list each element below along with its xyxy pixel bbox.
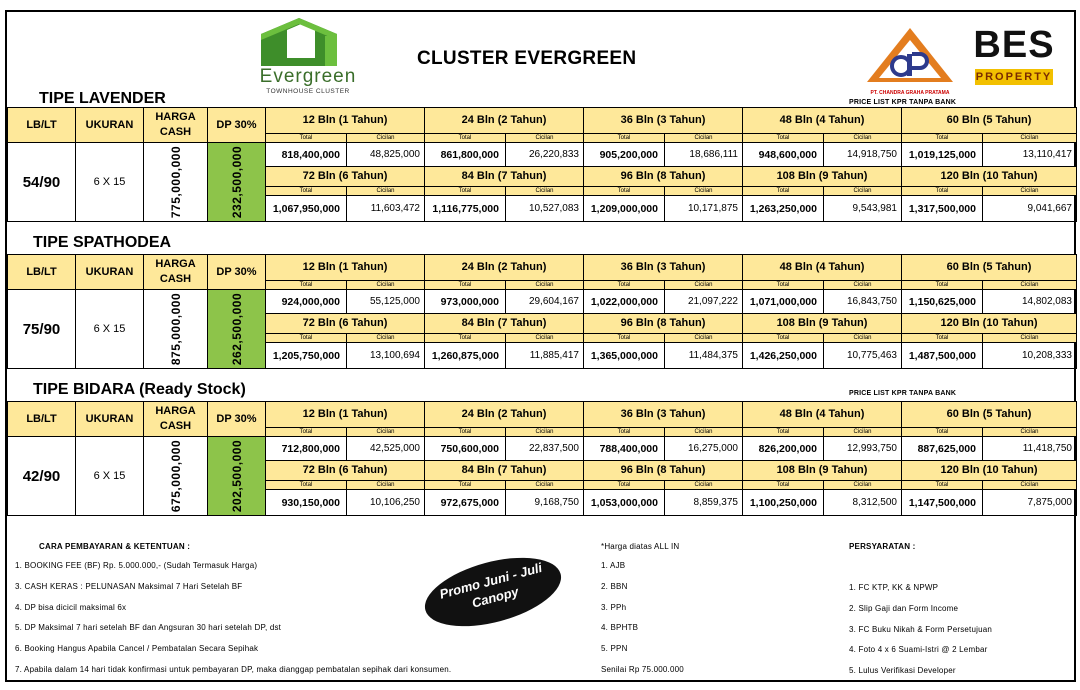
cicilan-subheader: Cicilan [347,428,425,437]
period-header: 108 Bln (9 Tahun) [743,461,902,481]
period-header: 120 Bln (10 Tahun) [902,167,1077,187]
total-value: 972,675,000 [425,490,506,516]
cicilan-value: 29,604,167 [506,290,584,314]
total-subheader: Total [266,134,347,143]
total-value: 861,800,000 [425,143,506,167]
cicilan-subheader: Cicilan [824,134,902,143]
total-value: 1,317,500,000 [902,196,983,222]
cicilan-subheader: Cicilan [983,187,1077,196]
price-table-2 [7,401,1077,516]
harga-cash-value [144,290,208,369]
cicilan-subheader: Cicilan [665,428,743,437]
requirements-title: PERSYARATAN : [849,542,916,551]
cicilan-subheader: Cicilan [983,481,1077,490]
period-header: 72 Bln (6 Tahun) [266,167,425,187]
total-value: 1,487,500,000 [902,343,983,369]
total-subheader: Total [425,428,506,437]
cicilan-value: 16,843,750 [824,290,902,314]
total-subheader: Total [902,187,983,196]
cicilan-subheader: Cicilan [347,187,425,196]
payment-title: CARA PEMBAYARAN & KETENTUAN : [39,542,191,551]
cicilan-subheader: Cicilan [506,187,584,196]
total-value: 1,150,625,000 [902,290,983,314]
total-subheader: Total [266,281,347,290]
payment-item: 6. Booking Hangus Apabila Cancel / Pembatalan Secara Sepihak [15,644,259,654]
dp-text: 232,500,000 [229,145,244,219]
total-subheader: Total [425,281,506,290]
requirement-item: 1. FC KTP, KK & NPWP [849,583,939,592]
cicilan-value: 26,220,833 [506,143,584,167]
dp-header: DP 30% [208,402,266,437]
lblt-value: 42/90 [8,437,76,516]
bes-logo-text: BES [973,24,1055,66]
cicilan-subheader: Cicilan [347,281,425,290]
payment-item: 3. CASH KERAS : PELUNASAN Maksimal 7 Hari Setelah BF [15,581,243,591]
requirement-item: 3. FC Buku Nikah & Form Persetujuan [849,624,993,634]
bes-property-logo [967,24,1061,96]
period-header: 36 Bln (3 Tahun) [584,108,743,134]
total-value: 826,200,000 [743,437,824,461]
total-subheader: Total [743,481,824,490]
period-header: 60 Bln (5 Tahun) [902,402,1077,428]
logo-subtext: TOWNHOUSE CLUSTER [266,88,350,95]
period-header: 48 Bln (4 Tahun) [743,255,902,281]
harga-note-title: *Harga diatas ALL IN [601,542,680,551]
period-header: 48 Bln (4 Tahun) [743,402,902,428]
total-subheader: Total [266,481,347,490]
period-header: 24 Bln (2 Tahun) [425,402,584,428]
harga-cash-header: HARGA CASH [144,108,208,143]
total-subheader: Total [902,334,983,343]
cicilan-subheader: Cicilan [347,334,425,343]
harga-cash-value [144,437,208,516]
total-subheader: Total [584,481,665,490]
total-value: 887,625,000 [902,437,983,461]
total-subheader: Total [743,187,824,196]
cicilan-value: 11,885,417 [506,343,584,369]
period-header: 60 Bln (5 Tahun) [902,108,1077,134]
cicilan-value: 55,125,000 [347,290,425,314]
period-header: 84 Bln (7 Tahun) [425,314,584,334]
total-subheader: Total [743,134,824,143]
bes-logo-subtext: PROPERTY [975,71,1053,83]
period-header: 12 Bln (1 Tahun) [266,255,425,281]
total-subheader: Total [266,428,347,437]
total-value: 924,000,000 [266,290,347,314]
cicilan-subheader: Cicilan [983,334,1077,343]
harga-cash-header: HARGA CASH [144,402,208,437]
cicilan-value: 8,312,500 [824,490,902,516]
total-subheader: Total [902,428,983,437]
price-table-1 [7,254,1077,369]
total-value: 973,000,000 [425,290,506,314]
price-list-note-2: PRICE LIST KPR TANPA BANK [849,390,957,397]
cicilan-value: 10,527,083 [506,196,584,222]
period-header: 120 Bln (10 Tahun) [902,314,1077,334]
cicilan-subheader: Cicilan [824,334,902,343]
cicilan-value: 13,110,417 [983,143,1077,167]
price-list-note: PRICE LIST KPR TANPA BANK [849,99,957,106]
total-subheader: Total [425,134,506,143]
period-header: 96 Bln (8 Tahun) [584,461,743,481]
cicilan-subheader: Cicilan [665,187,743,196]
lblt-value: 54/90 [8,143,76,222]
cicilan-value: 10,775,463 [824,343,902,369]
cicilan-subheader: Cicilan [824,428,902,437]
ukuran-header: UKURAN [76,108,144,143]
cicilan-value: 14,802,083 [983,290,1077,314]
total-value: 1,205,750,000 [266,343,347,369]
period-header: 96 Bln (8 Tahun) [584,314,743,334]
cicilan-value: 12,993,750 [824,437,902,461]
total-value: 1,209,000,000 [584,196,665,222]
period-header: 48 Bln (4 Tahun) [743,108,902,134]
harga-cash-text: 775,000,000 [168,145,183,219]
cicilan-subheader: Cicilan [665,334,743,343]
cicilan-value: 7,875,000 [983,490,1077,516]
harga-item: 2. BBN [601,581,628,591]
cicilan-subheader: Cicilan [983,428,1077,437]
dp-value [208,290,266,369]
total-subheader: Total [902,134,983,143]
cicilan-value: 48,825,000 [347,143,425,167]
cicilan-value: 13,100,694 [347,343,425,369]
section-title-spathodea: TIPE SPATHODEA [33,234,172,251]
developer-logo [865,26,955,96]
cicilan-subheader: Cicilan [824,481,902,490]
harga-item: 3. PPh [601,602,627,612]
harga-item: 5. PPN [601,644,628,654]
lblt-header: LB/LT [8,402,76,437]
total-value: 1,019,125,000 [902,143,983,167]
total-value: 788,400,000 [584,437,665,461]
cicilan-subheader: Cicilan [506,428,584,437]
payment-item: 1. BOOKING FEE (BF) Rp. 5.000.000,- (Sudah Termasuk Harga) [15,561,258,570]
cicilan-subheader: Cicilan [347,481,425,490]
harga-cash-header: HARGA CASH [144,255,208,290]
cicilan-value: 14,918,750 [824,143,902,167]
cicilan-subheader: Cicilan [506,334,584,343]
total-value: 1,116,775,000 [425,196,506,222]
dp-text: 202,500,000 [229,439,244,513]
total-value: 1,071,000,000 [743,290,824,314]
period-header: 12 Bln (1 Tahun) [266,402,425,428]
total-value: 1,365,000,000 [584,343,665,369]
payment-item: 5. DP Maksimal 7 hari setelah BF dan Angsuran 30 hari setelah DP, dst [15,623,282,633]
cicilan-subheader: Cicilan [824,281,902,290]
price-table-0 [7,107,1077,222]
ukuran-header: UKURAN [76,255,144,290]
period-header: 36 Bln (3 Tahun) [584,255,743,281]
total-subheader: Total [743,334,824,343]
total-subheader: Total [743,281,824,290]
cicilan-value: 11,418,750 [983,437,1077,461]
lblt-value: 75/90 [8,290,76,369]
cicilan-value: 10,106,250 [347,490,425,516]
dp-header: DP 30% [208,108,266,143]
cicilan-value: 9,041,667 [983,196,1077,222]
period-header: 120 Bln (10 Tahun) [902,461,1077,481]
cicilan-value: 16,275,000 [665,437,743,461]
dp-header: DP 30% [208,255,266,290]
total-subheader: Total [584,187,665,196]
total-value: 1,263,250,000 [743,196,824,222]
total-subheader: Total [266,187,347,196]
total-subheader: Total [425,334,506,343]
cicilan-value: 11,603,472 [347,196,425,222]
harga-item: 4. BPHTB [601,623,639,633]
section-title-bidara: TIPE BIDARA (Ready Stock) [33,381,246,398]
total-value: 1,022,000,000 [584,290,665,314]
period-header: 84 Bln (7 Tahun) [425,167,584,187]
total-subheader: Total [425,187,506,196]
cicilan-subheader: Cicilan [983,281,1077,290]
total-subheader: Total [266,334,347,343]
requirement-item: 5. Lulus Verifikasi Developer [849,666,956,676]
cicilan-subheader: Cicilan [665,281,743,290]
cicilan-value: 11,484,375 [665,343,743,369]
cicilan-subheader: Cicilan [506,281,584,290]
developer-name: PT. CHANDRA GRAHA PRATAMA [870,90,950,96]
ukuran-value: 6 X 15 [76,437,144,516]
total-value: 948,600,000 [743,143,824,167]
period-header: 36 Bln (3 Tahun) [584,402,743,428]
cicilan-value: 8,859,375 [665,490,743,516]
cicilan-value: 42,525,000 [347,437,425,461]
lblt-header: LB/LT [8,108,76,143]
dp-value [208,143,266,222]
total-subheader: Total [902,481,983,490]
harga-cash-text: 875,000,000 [168,292,183,366]
total-value: 712,800,000 [266,437,347,461]
section-title-lavender: TIPE LAVENDER [39,90,166,107]
period-header: 24 Bln (2 Tahun) [425,255,584,281]
payment-item: 4. DP bisa dicicil maksimal 6x [15,602,127,612]
logo-text: Evergreen [259,66,357,87]
total-subheader: Total [584,334,665,343]
total-value: 1,067,950,000 [266,196,347,222]
cicilan-subheader: Cicilan [824,187,902,196]
payment-item: 7. Apabila dalam 14 hari tidak konfirmasi untuk pembayaran DP, maka dianggap pembatalan sepihak dari konsumen. [15,665,452,674]
cicilan-value: 21,097,222 [665,290,743,314]
cicilan-subheader: Cicilan [506,481,584,490]
total-subheader: Total [584,281,665,290]
period-header: 24 Bln (2 Tahun) [425,108,584,134]
period-header: 72 Bln (6 Tahun) [266,314,425,334]
harga-item: 1. AJB [601,561,626,570]
total-subheader: Total [743,428,824,437]
promo-text: Promo Juni - Juli Canopy [437,559,544,611]
ukuran-value: 6 X 15 [76,290,144,369]
total-value: 750,600,000 [425,437,506,461]
cicilan-subheader: Cicilan [665,481,743,490]
total-subheader: Total [584,134,665,143]
requirement-item: 4. Foto 4 x 6 Suami-Istri @ 2 Lembar [849,645,988,655]
cicilan-value: 10,208,333 [983,343,1077,369]
ukuran-value: 6 X 15 [76,143,144,222]
cicilan-value: 9,543,981 [824,196,902,222]
period-header: 72 Bln (6 Tahun) [266,461,425,481]
lblt-header: LB/LT [8,255,76,290]
cicilan-subheader: Cicilan [506,134,584,143]
period-header: 60 Bln (5 Tahun) [902,255,1077,281]
requirement-item: 2. Slip Gaji dan Form Income [849,603,959,613]
cicilan-subheader: Cicilan [665,134,743,143]
harga-item: Senilai Rp 75.000.000 [601,665,684,674]
total-value: 1,147,500,000 [902,490,983,516]
cicilan-subheader: Cicilan [983,134,1077,143]
cicilan-value: 9,168,750 [506,490,584,516]
period-header: 108 Bln (9 Tahun) [743,314,902,334]
total-subheader: Total [584,428,665,437]
total-value: 818,400,000 [266,143,347,167]
harga-cash-text: 675,000,000 [168,439,183,513]
total-value: 1,260,875,000 [425,343,506,369]
period-header: 12 Bln (1 Tahun) [266,108,425,134]
evergreen-logo [239,18,377,102]
total-value: 1,053,000,000 [584,490,665,516]
cicilan-subheader: Cicilan [347,134,425,143]
total-value: 1,100,250,000 [743,490,824,516]
period-header: 96 Bln (8 Tahun) [584,167,743,187]
cicilan-value: 18,686,111 [665,143,743,167]
dp-value [208,437,266,516]
dp-text: 262,500,000 [229,292,244,366]
total-value: 930,150,000 [266,490,347,516]
total-subheader: Total [425,481,506,490]
harga-cash-value [144,143,208,222]
price-list-sheet [5,10,1076,682]
total-value: 905,200,000 [584,143,665,167]
period-header: 84 Bln (7 Tahun) [425,461,584,481]
cicilan-value: 22,837,500 [506,437,584,461]
total-value: 1,426,250,000 [743,343,824,369]
period-header: 108 Bln (9 Tahun) [743,167,902,187]
total-subheader: Total [902,281,983,290]
cicilan-value: 10,171,875 [665,196,743,222]
ukuran-header: UKURAN [76,402,144,437]
page-title: CLUSTER EVERGREEN [417,48,637,69]
cgp-logo-icon [865,26,955,84]
